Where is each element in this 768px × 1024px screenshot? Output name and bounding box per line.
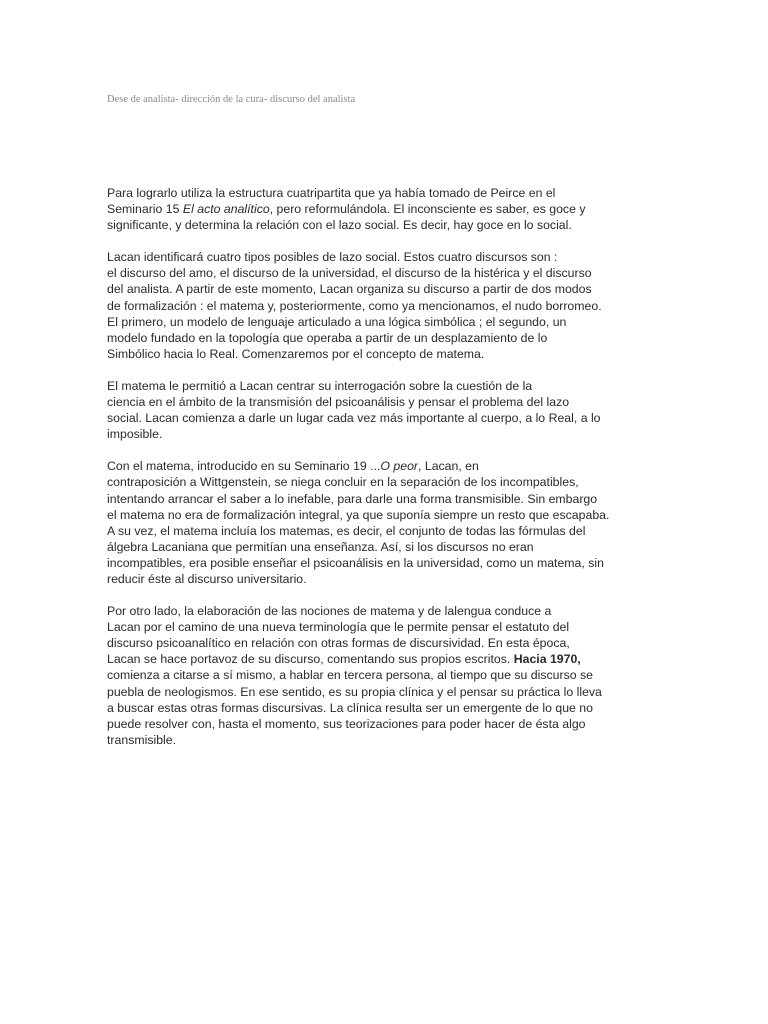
paragraph (107, 458, 627, 587)
text-line (107, 651, 627, 667)
text-run: incompatibles, era posible enseñar el psicoanálisis en la universidad, como un matema, sin (107, 555, 604, 570)
bold-emphasis: Hacia 1970, (513, 652, 581, 667)
text-run: discurso psicoanalítico en relación con otras formas de discursividad. En esta época, (107, 636, 570, 651)
text-line (107, 314, 627, 330)
text-line (107, 619, 627, 635)
text-line (107, 539, 627, 555)
text-line (107, 201, 627, 217)
text-run: Seminario 15 (107, 202, 183, 217)
text-run: El matema le permitió a Lacan centrar su interrogación sobre la cuestión de la (107, 378, 533, 393)
text-line (107, 667, 627, 683)
text-line (107, 523, 627, 539)
paragraph (107, 603, 627, 748)
text-run: intentando arrancar el saber a lo inefable, para darle una forma transmisible. Sin embargo (107, 491, 598, 506)
text-run: el discurso del amo, el discurso de la universidad, el discurso de la histérica y el discurso (107, 266, 592, 281)
text-line (107, 410, 627, 426)
text-run: El primero, un modelo de lenguaje articulado a una lógica simbólica ; el segundo, un (107, 314, 567, 329)
text-line (107, 732, 627, 748)
text-line (107, 555, 627, 571)
text-run: puede resolver con, hasta el momento, sus teorizaciones para poder hacer de ésta algo (107, 716, 586, 731)
paragraph (107, 378, 627, 442)
text-line (107, 281, 627, 297)
text-run: Por otro lado, la elaboración de las nociones de matema y de lalengua conduce a (107, 604, 552, 619)
text-run: reducir éste al discurso universitario. (107, 571, 307, 586)
text-run: modelo fundado en la topología que operaba a partir de un desplazamiento de lo (107, 330, 548, 345)
paragraph (107, 185, 627, 233)
text-run: el matema no era de formalización integral, ya que suponía siempre un resto que escapaba. (107, 507, 610, 522)
text-run: , Lacan, en (418, 459, 479, 474)
text-run: Lacan identificará cuatro tipos posibles de lazo social. Estos cuatro discursos son : (107, 250, 558, 265)
text-run: álgebra Lacaniana que permitían una enseñanza. Así, si los discursos no eran (107, 539, 534, 554)
text-line (107, 346, 627, 362)
text-run: social. Lacan comienza a darle un lugar cada vez más importante al cuerpo, a lo Real, a lo (107, 411, 601, 426)
text-line (107, 635, 627, 651)
text-run: Con el matema, introducido en su Seminario 19 ... (107, 459, 381, 474)
text-line (107, 491, 627, 507)
text-line (107, 217, 627, 233)
text-run: del analista. A partir de este momento, Lacan organiza su discurso a partir de dos modos (107, 282, 592, 297)
text-run: ciencia en el ámbito de la transmisión del psicoanálisis y pensar el problema del lazo (107, 395, 570, 410)
text-line (107, 298, 627, 314)
text-run: A su vez, el matema incluía los matemas, es decir, el conjunto de todas las fórmulas del (107, 523, 586, 538)
text-line (107, 426, 627, 442)
text-line (107, 185, 627, 201)
text-line (107, 458, 627, 474)
text-line (107, 394, 627, 410)
text-line (107, 378, 627, 394)
text-line (107, 716, 627, 732)
text-run: transmisible. (107, 732, 177, 747)
text-run: imposible. (107, 427, 163, 442)
text-run: Simbólico hacia lo Real. Comenzaremos por el concepto de matema. (107, 346, 485, 361)
text-line (107, 249, 627, 265)
text-run: puebla de neologismos. En ese sentido, es su propia clínica y el pensar su práctica lo lleva (107, 684, 602, 699)
text-line (107, 474, 627, 490)
text-line (107, 684, 627, 700)
text-line (107, 330, 627, 346)
text-line (107, 571, 627, 587)
text-run: comienza a citarse a sí mismo, a hablar en tercera persona, al tiempo que su discurso se (107, 668, 593, 683)
text-line (107, 603, 627, 619)
italic-title: O peor (380, 459, 419, 474)
text-line (107, 507, 627, 523)
text-run: Lacan por el camino de una nueva terminología que le permite pensar el estatuto del (107, 620, 570, 635)
text-run: , pero reformulándola. El inconsciente es saber, es goce y (269, 202, 586, 217)
text-run: de formalización : el matema y, posteriormente, como ya mencionamos, el nudo borromeo. (107, 298, 602, 313)
text-run: significante, y determina la relación con el lazo social. Es decir, hay goce en lo social. (107, 218, 572, 233)
document-heading: Dese de analista- dirección de la cura- discurso del analista (107, 94, 356, 105)
text-run: a buscar estas otras formas discursivas. La clínica resulta ser un emergente de lo que no (107, 700, 593, 715)
text-run: Lacan se hace portavoz de su discurso, comentando sus propios escritos. (107, 652, 514, 667)
text-line (107, 700, 627, 716)
paragraph (107, 249, 627, 362)
italic-title: El acto analítico (182, 202, 270, 217)
text-run: Para lograrlo utiliza la estructura cuatripartita que ya había tomado de Peirce en el (107, 186, 556, 200)
text-line (107, 265, 627, 281)
document-body (107, 185, 627, 764)
text-run: contraposición a Wittgenstein, se niega concluir en la separación de los incompatibles, (107, 475, 579, 490)
